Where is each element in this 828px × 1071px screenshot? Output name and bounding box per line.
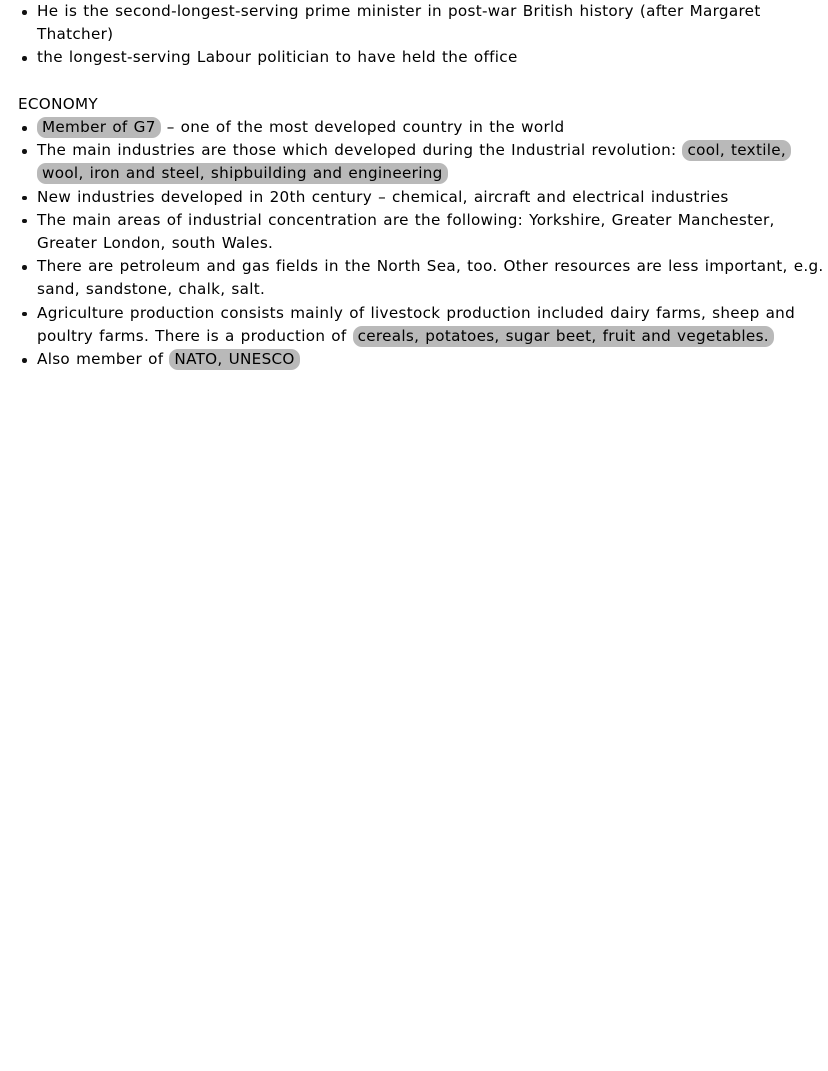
list-item	[0, 116, 828, 139]
list-item	[0, 139, 828, 185]
bullet-text: Also member of	[37, 350, 170, 369]
highlighted-text: Member of G7	[37, 117, 161, 138]
list-item	[0, 209, 828, 255]
bullet-text: – one of the most developed country in the world	[160, 118, 565, 136]
highlighted-text: cool, textile, wool, iron and steel, shipbuilding and engineering	[37, 140, 791, 184]
bullet-text: Agriculture production consists mainly of livestock production included dairy farms, sheep and poultry farms. There is a production of	[37, 303, 796, 345]
list-item	[0, 348, 828, 371]
list-item	[0, 46, 828, 69]
section-spacer	[0, 70, 828, 93]
section-heading-economy: ECONOMY	[18, 94, 98, 113]
list-item	[0, 302, 828, 348]
bullet-text: He is the second-longest-serving prime minister in post-war British history (after Margaret Thatcher)	[37, 2, 761, 44]
economy-bullet-list	[0, 116, 828, 371]
list-item	[0, 255, 828, 301]
highlighted-text: cereals, potatoes, sugar beet, fruit and vegetables.	[353, 326, 774, 347]
bullet-text: There are petroleum and gas fields in the North Sea, too. Other resources are less important, e.g. sand, sandstone, chalk, salt.	[37, 257, 824, 299]
document-body	[0, 0, 828, 371]
bullet-text: the longest-serving Labour politician to have held the office	[37, 48, 518, 67]
highlighted-text: NATO, UNESCO	[169, 349, 299, 370]
bullet-text: The main areas of industrial concentration are the following: Yorkshire, Greater Manchester, Greater London, south Wales.	[37, 210, 775, 253]
bullet-text: New industries developed in 20th century – chemical, aircraft and electrical industries	[37, 187, 729, 206]
intro-bullet-list	[0, 0, 828, 70]
list-item	[0, 0, 828, 46]
list-item	[0, 186, 828, 209]
bullet-text: The main industries are those which developed during the Industrial revolution:	[37, 141, 683, 160]
